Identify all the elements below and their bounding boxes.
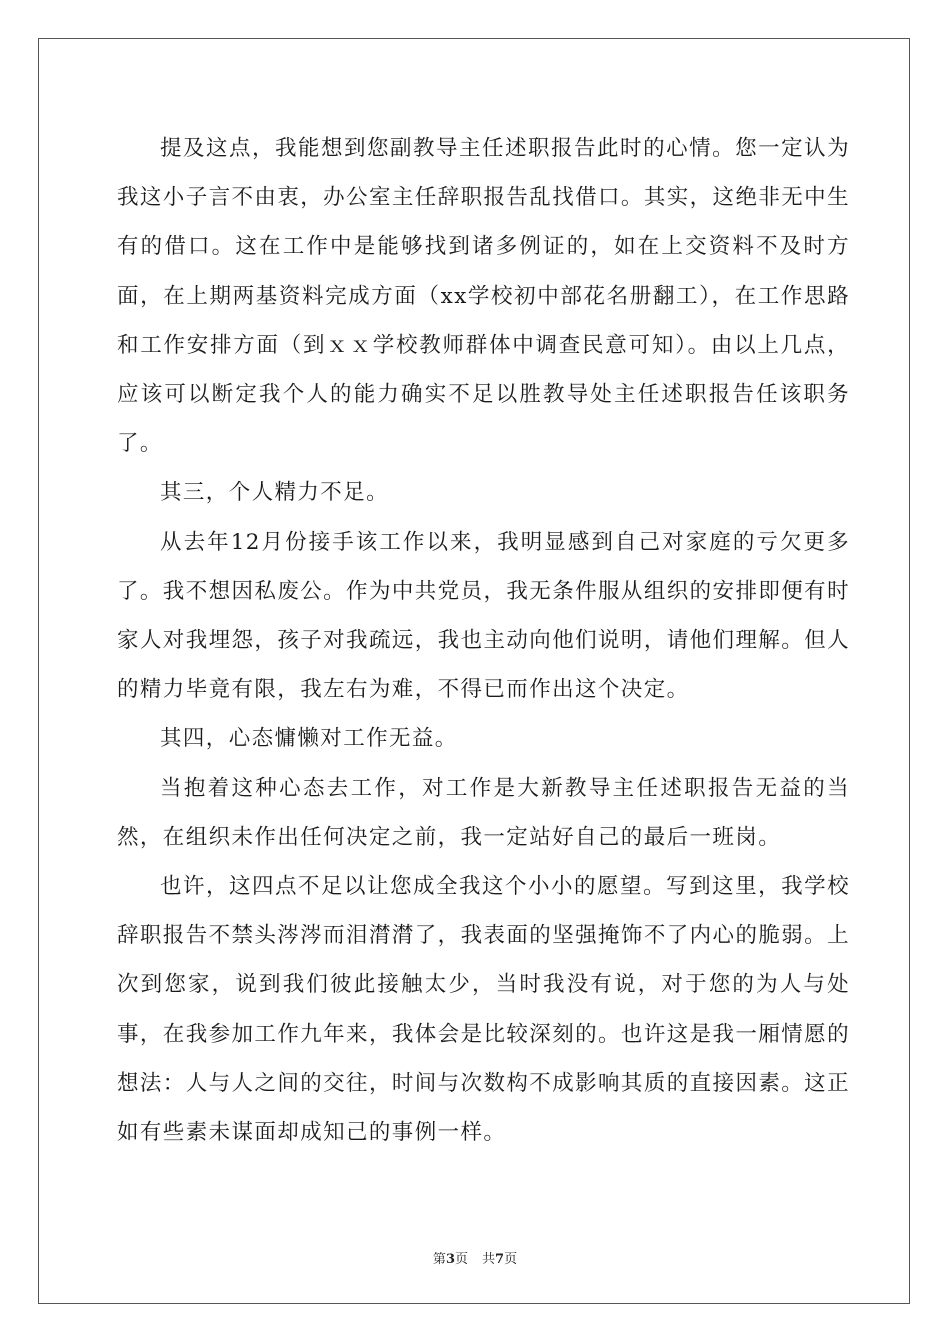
footer-total-prefix: 共 <box>482 1252 496 1267</box>
paragraph-6: 也许，这四点不足以让您成全我这个小小的愿望。写到这里，我学校辞职报告不禁头涔涔而泪潸潸了，我表面的坚强掩饰不了内心的脆弱。上次到您家，说到我们彼此接触太少，当时我没有说，对于您的为人与处事，在我参加工作九年来，我体会是比较深刻的。也许这是我一厢情愿的想法：人与人之间的交往，时间与次数构不成影响其质的直接因素。这正如有些素未谋面却成知己的事例一样。 <box>117 874 850 1146</box>
paragraph-4-heading: 其四，心态慵懒对工作无益。 <box>160 726 458 752</box>
document-body <box>117 124 850 1157</box>
paragraph-3: 从去年12月份接手该工作以来，我明显感到自己对家庭的亏欠更多了。我不想因私废公。作为中共党员，我无条件服从组织的安排即便有时家人对我埋怨，孩子对我疏远，我也主动向他们说明，请他们理解。但人的精力毕竟有限，我左右为难，不得已而作出这个决定。 <box>117 529 850 703</box>
paragraph-2-heading: 其三，个人精力不足。 <box>160 480 390 506</box>
paragraph-1: 提及这点，我能想到您副教导主任述职报告此时的心情。您一定认为我这小子言不由衷，办公室主任辞职报告乱找借口。其实，这绝非无中生有的借口。这在工作中是能够找到诸多例证的，如在上交资料不及时方面，在上期两基资料完成方面（xx学校初中部花名册翻工），在工作思路和工作安排方面（到ｘｘ学校教师群体中调查民意可知）。由以上几点，应该可以断定我个人的能力确实不足以胜教导处主任述职报告任该职务了。 <box>117 136 850 457</box>
footer-prefix: 第 <box>432 1252 446 1267</box>
footer-page-number: 3 <box>445 1252 455 1267</box>
paragraph-5: 当抱着这种心态去工作，对工作是大新教导主任述职报告无益的当然，在组织未作出任何决定之前，我一定站好自己的最后一班岗。 <box>117 775 850 850</box>
footer-page-suffix: 页 <box>454 1252 468 1267</box>
footer-total-suffix: 页 <box>504 1252 518 1267</box>
footer-total-pages: 7 <box>495 1252 505 1267</box>
page-footer <box>0 1248 950 1267</box>
